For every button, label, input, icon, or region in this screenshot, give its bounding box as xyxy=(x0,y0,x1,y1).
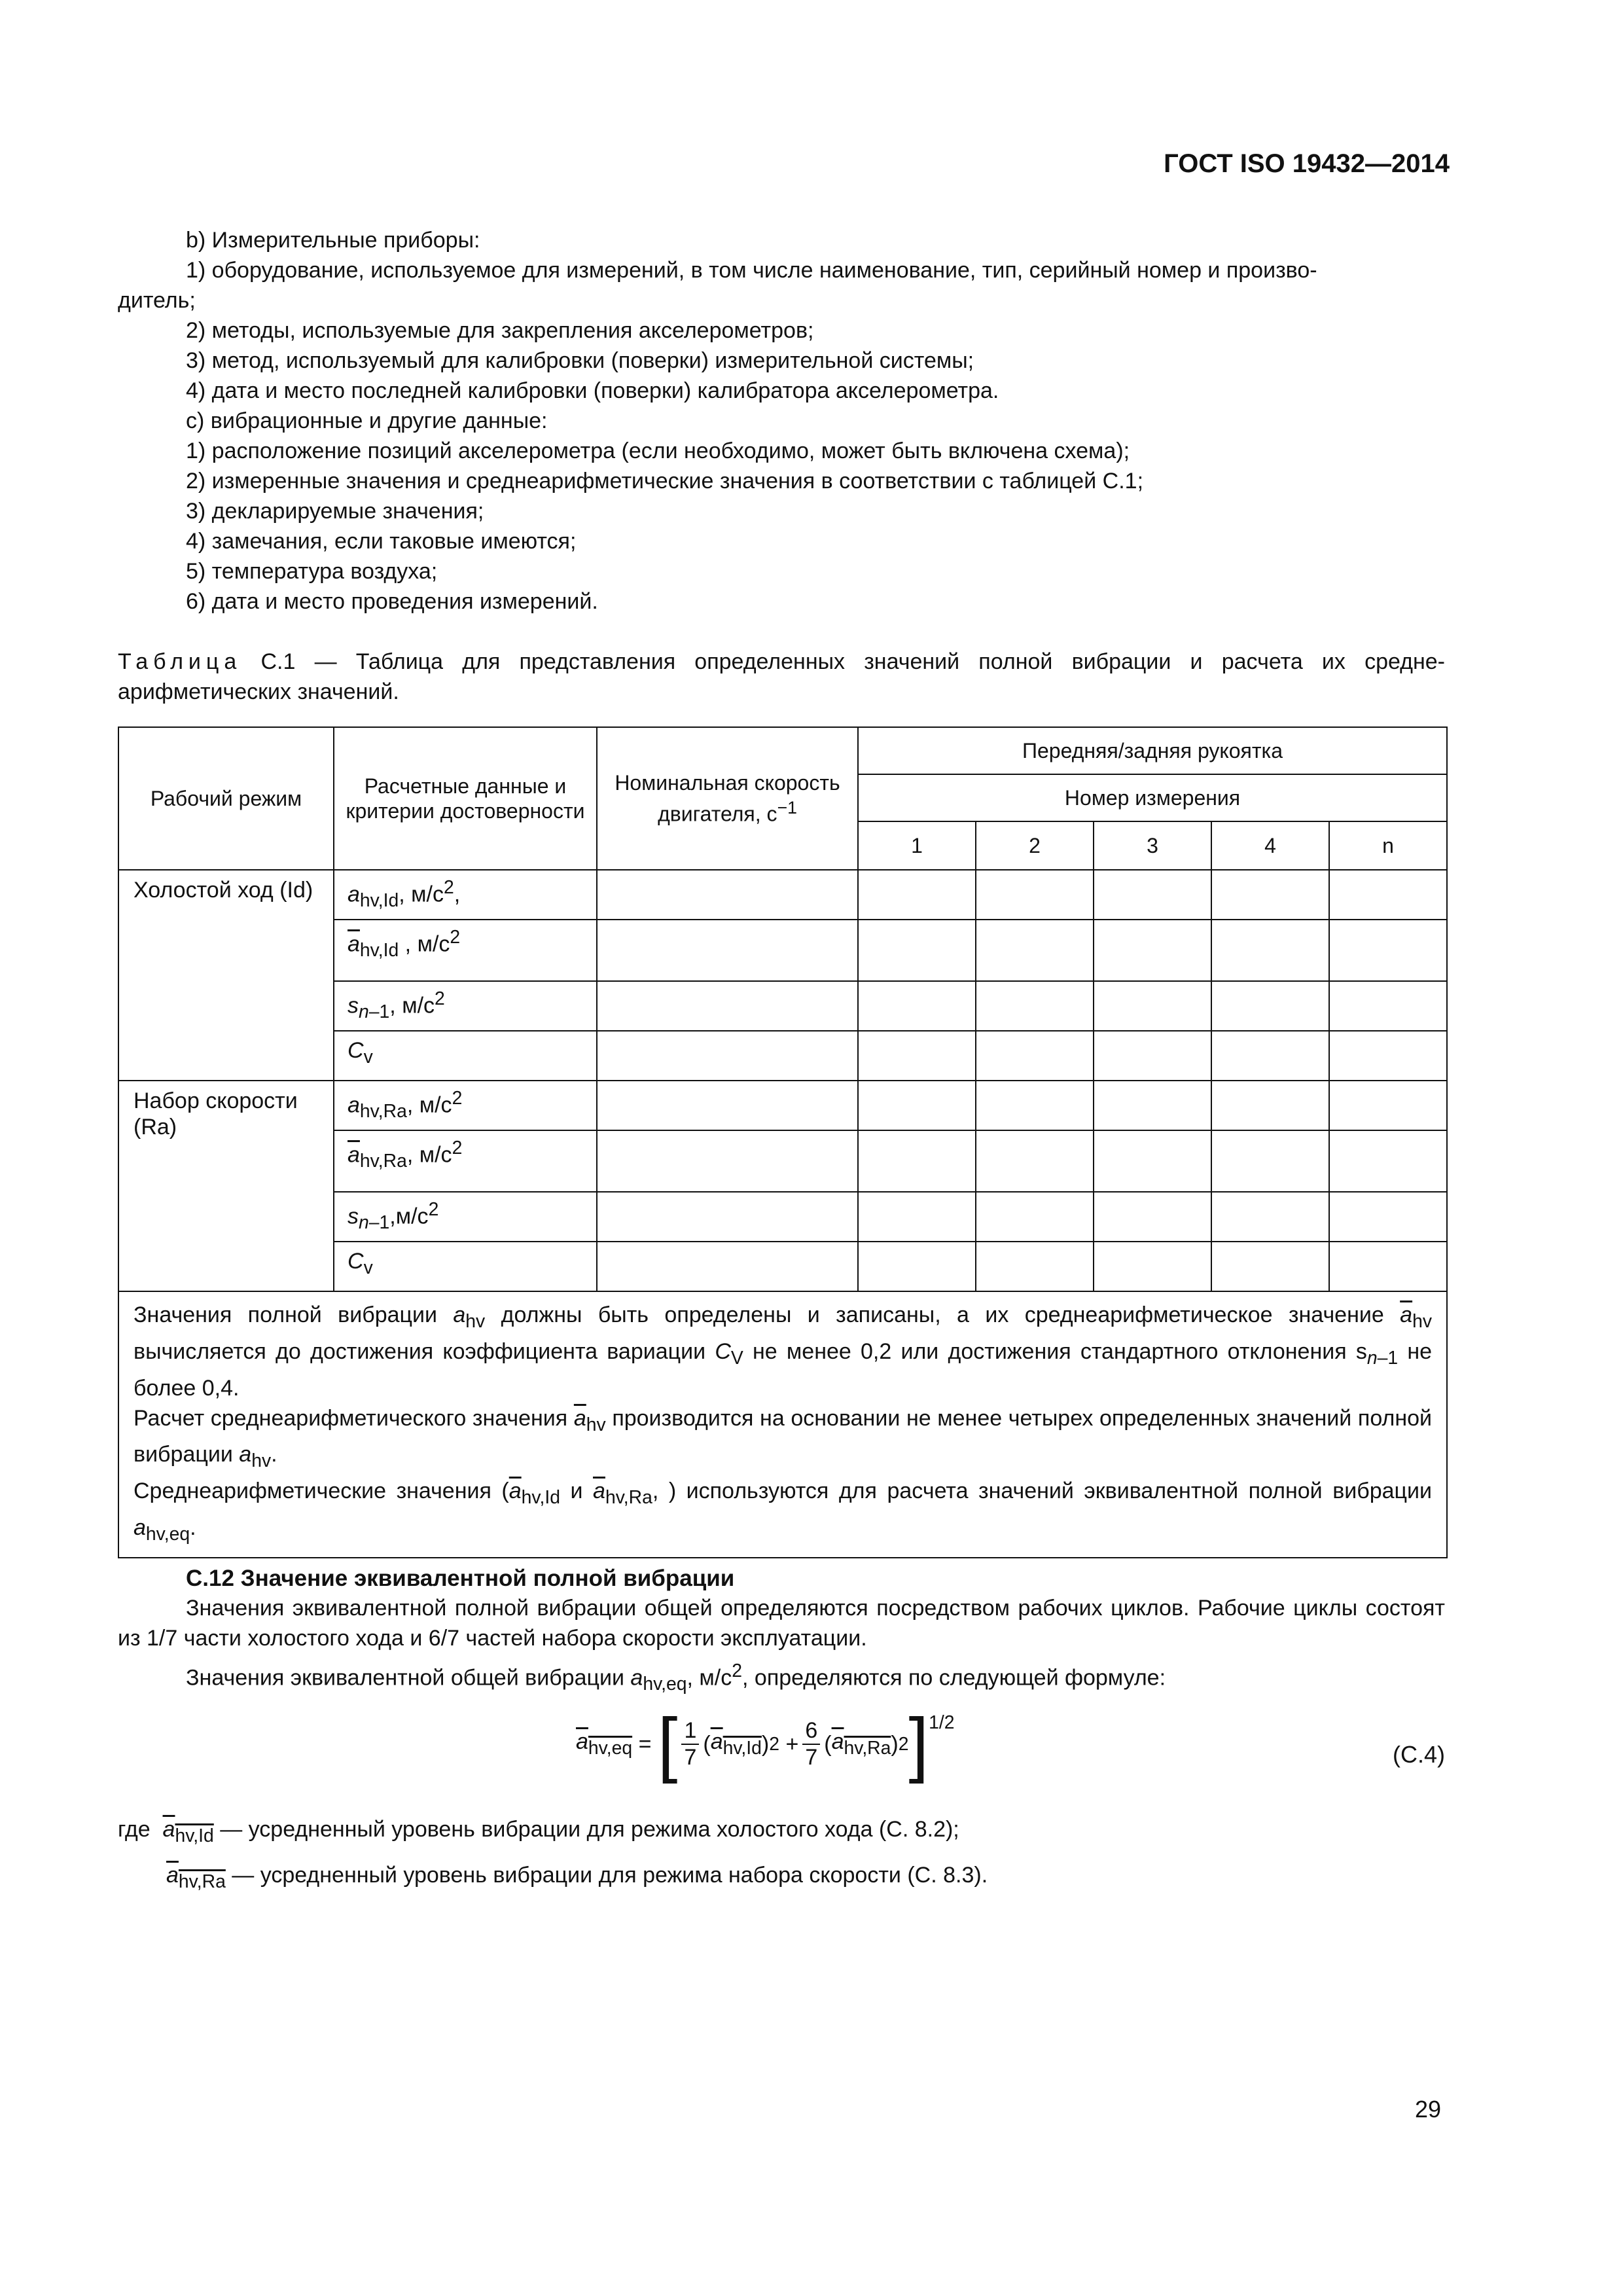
mode-idle: Холостой ход (Id) xyxy=(118,870,334,1081)
criteria-cell: $C_v$ xyxy=(334,1031,597,1081)
formula-c4: $a_{hv,eq}$ = [ $\frac{1}{7}$ ( $a_{hv,Id}$ ) 2 + $\frac{6}{7}$ ( $a_{hv,Ra}$ ) 2 ] $^{1/2}$ xyxy=(576,1704,955,1784)
section-title: С.12 Значение эквивалентной полной вибрации xyxy=(186,1566,735,1591)
mode-race: Набор скорости (Ra) xyxy=(118,1081,334,1291)
list-line: 3) метод, используемый для калибровки (поверки) измерительной системы; xyxy=(186,348,974,373)
measurement-number: 3 xyxy=(1094,821,1211,870)
list-line: 5) температура воздуха; xyxy=(186,559,438,584)
header-speed: Номинальная скорость двигателя, $с^{-1}$ xyxy=(597,727,858,870)
table-note: Значения полной вибрации $a_{hv}$ должны быть определены и записаны, а их среднеарифметическое значение $\overline{a}_{hv}$ вычисляется до достижения коэффициента вариации $C_V$ не менее 0,2 или достижения стандартного отклонения $s_{n-1}$ не более 0,4. Расчет среднеарифметического значения $\overline{a}_{hv}$ производится на основании не менее четырех определенных значений полной вибрации $a_{hv}$. Среднеарифметические значения ($\overline{a}_{hv,Id}$ и $\overline{a}_{hv,Ra}$, ) используются для расчета значений эквивалентной полной вибрации $a_{hv,eq}$. xyxy=(118,1291,1447,1558)
criteria-cell: $\overline{a}_{hv,Ra}$, $м/с^2$ xyxy=(334,1130,597,1192)
list-line: 2) методы, используемые для закрепления акселерометров; xyxy=(186,318,814,343)
list-line: 1) оборудование, используемое для измерений, в том числе наименование, тип, серийный номер и произво- xyxy=(186,258,1317,283)
document-code: ГОСТ ISO 19432—2014 xyxy=(1164,149,1450,178)
header-handle: Передняя/задняя рукоятка xyxy=(858,727,1447,774)
header-measurement: Номер измерения xyxy=(858,774,1447,821)
measurement-number: 2 xyxy=(976,821,1094,870)
list-line: 3) декларируемые значения; xyxy=(186,499,484,524)
list-line: 2) измеренные значения и среднеарифметические значения в соответствии с таблицей С.1; xyxy=(186,469,1144,493)
where-definitions: где $a_{hv,Id}$ — усредненный уровень вибрации для режима холостого хода (С. 8.2); $a_{hv,Ra}$ — усредненный уровень вибрации для режима набора скорости (С. 8.3). xyxy=(118,1817,988,1892)
vibration-table xyxy=(118,726,1448,1558)
list-line: 4) замечания, если таковые имеются; xyxy=(186,529,577,554)
criteria-cell: $C_v$ xyxy=(334,1242,597,1291)
criteria-cell: $a_{hv,Ra}$, $м/с^2$ xyxy=(334,1081,597,1130)
measurement-number: 1 xyxy=(858,821,976,870)
table-caption-text: С.1 — Таблица для представления определенных значений полной вибрации и расчета их средне-арифметических значений. xyxy=(118,649,1445,704)
list-line: c) вибрационные и другие данные: xyxy=(186,408,548,433)
criteria-cell: $a_{hv,Id}$, $м/с^2$, xyxy=(334,870,597,920)
list-line: 4) дата и место последней калибровки (поверки) калибратора акселерометра. xyxy=(186,378,999,403)
list-line: 6) дата и место проведения измерений. xyxy=(186,589,598,614)
list-line: 1) расположение позиций акселерометра (если необходимо, может быть включена схема); xyxy=(186,439,1130,463)
measurement-number: 4 xyxy=(1211,821,1329,870)
fraction: $\frac{1}{7}$ xyxy=(681,1718,699,1770)
table-caption-label: Таблица xyxy=(118,649,242,674)
list-line: b) Измерительные приборы: xyxy=(186,228,480,253)
equation-number: (С.4) xyxy=(1393,1741,1445,1768)
fraction: $\frac{6}{7}$ xyxy=(802,1718,820,1770)
measurement-number: n xyxy=(1329,821,1447,870)
criteria-cell: $s_{n-1}$, $м/с^2$ xyxy=(334,981,597,1031)
page-number: 29 xyxy=(1414,2096,1441,2123)
criteria-cell: $s_{n-1},м/с^2$ xyxy=(334,1192,597,1242)
header-criteria: Расчетные данные и критерии достоверности xyxy=(334,727,597,870)
table-caption xyxy=(118,647,1445,707)
criteria-cell: $\overline{a}_{hv,Id}$ , $м/с^2$ xyxy=(334,920,597,981)
section-paragraph-2: Значения эквивалентной общей вибрации $a_{hv,eq}$, $м/с^2$, определяются по следующей формуле: xyxy=(186,1660,1166,1695)
header-mode: Рабочий режим xyxy=(118,727,334,870)
list-block xyxy=(118,225,1445,617)
section-paragraph: Значения эквивалентной полной вибрации общей определяются посредством рабочих циклов. Рабочие циклы состоят из 1/7 части холостого хода и 6/7 частей набора скорости эксплуатации. xyxy=(118,1596,1445,1651)
list-line: дитель; xyxy=(118,288,196,313)
